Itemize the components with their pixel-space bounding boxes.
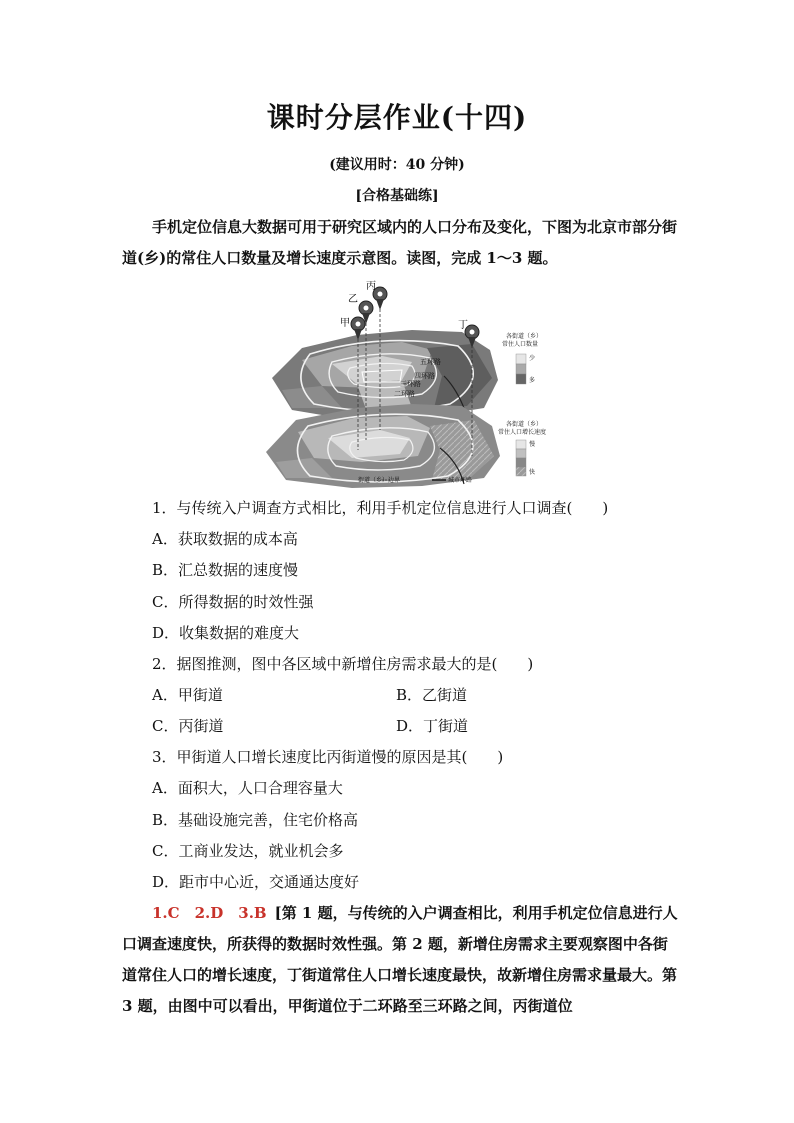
question-3-stem: 3．甲街道人口增长速度比丙街道慢的原因是其( ) (152, 748, 504, 766)
time-suggestion: (建议用时：40 分钟) (329, 157, 465, 173)
question-2-stem: 2．据图推测，图中各区域中新增住房需求最大的是( ) (152, 655, 534, 673)
road-label-5: 五环路 (420, 358, 441, 366)
answer-key: 1.C 2.D 3.B (152, 904, 267, 922)
pin-label-ding: 丁 (458, 320, 468, 331)
pin-label-bing: 丙 (366, 281, 376, 292)
svg-text:快: 快 (529, 469, 536, 476)
question-2-option-d: D．丁街道 (396, 717, 469, 735)
question-2-option-b: B．乙街道 (396, 686, 468, 704)
question-2-option-a: A．甲街道 (152, 686, 223, 704)
svg-text:街道（乡）边界: 街道（乡）边界 (358, 477, 401, 484)
answer-text: [第 1 题，与传统的入户调查相比，利用手机定位信息进行人口调查速度快，所获得的数据时效性强。第 2 题，新增住房需求主要观察图中各街道常住人口的增长速度，丁街道常住人口增长速度最快，故新增住房需求量最大。第 3 题，由图中可以看出，甲街道位于二环路至三环路之间，丙街道位 (122, 904, 678, 1015)
answer-explanation (122, 898, 678, 1022)
population-map-figure (262, 280, 547, 488)
svg-text:常住人口数量: 常住人口数量 (502, 341, 539, 348)
pin-label-jia: 甲 (340, 318, 350, 329)
question-1-stem: 1．与传统入户调查方式相比，利用手机定位信息进行人口调查( ) (152, 499, 609, 517)
question-2-option-c: C．丙街道 (152, 717, 224, 735)
question-1-option-c: C．所得数据的时效性强 (152, 593, 314, 611)
question-1-option-a: A．获取数据的成本高 (152, 530, 298, 548)
question-1-option-b: B．汇总数据的速度慢 (152, 561, 299, 579)
svg-text:少: 少 (529, 355, 536, 362)
svg-text:各街道（乡）: 各街道（乡） (506, 333, 543, 340)
question-3-option-d: D．距市中心近，交通通达度好 (152, 873, 360, 891)
svg-text:多: 多 (529, 377, 536, 384)
road-label-3: 三环路 (400, 380, 421, 388)
map-illustration (262, 280, 547, 488)
pin-label-yi: 乙 (348, 294, 358, 305)
svg-text:常住人口增长速度: 常住人口增长速度 (498, 429, 547, 436)
intro-paragraph: 手机定位信息大数据可用于研究区域内的人口分布及变化，下图为北京市部分街道(乡)的常住人口数量及增长速度示意图。读图，完成 1～3 题。 (122, 218, 678, 267)
question-3-option-c: C．工商业发达，就业机会多 (152, 842, 344, 860)
page-title: 课时分层作业(十四) (266, 101, 528, 134)
bottom-map-layer (266, 404, 500, 488)
svg-text:城市环路: 城市环路 (448, 477, 473, 484)
question-1-option-d: D．收集数据的难度大 (152, 624, 300, 642)
legend-growth (498, 420, 546, 476)
svg-text:慢: 慢 (529, 441, 536, 448)
svg-text:各街道（乡）: 各街道（乡） (506, 421, 543, 428)
question-3-option-b: B．基础设施完善，住宅价格高 (152, 811, 359, 829)
question-3-option-a: A．面积大，人口合理容量大 (152, 779, 343, 797)
legend-population (502, 332, 542, 384)
road-label-4: 四环路 (414, 372, 435, 380)
road-label-2: 二环路 (394, 390, 415, 398)
section-heading: [合格基础练] (355, 188, 439, 204)
